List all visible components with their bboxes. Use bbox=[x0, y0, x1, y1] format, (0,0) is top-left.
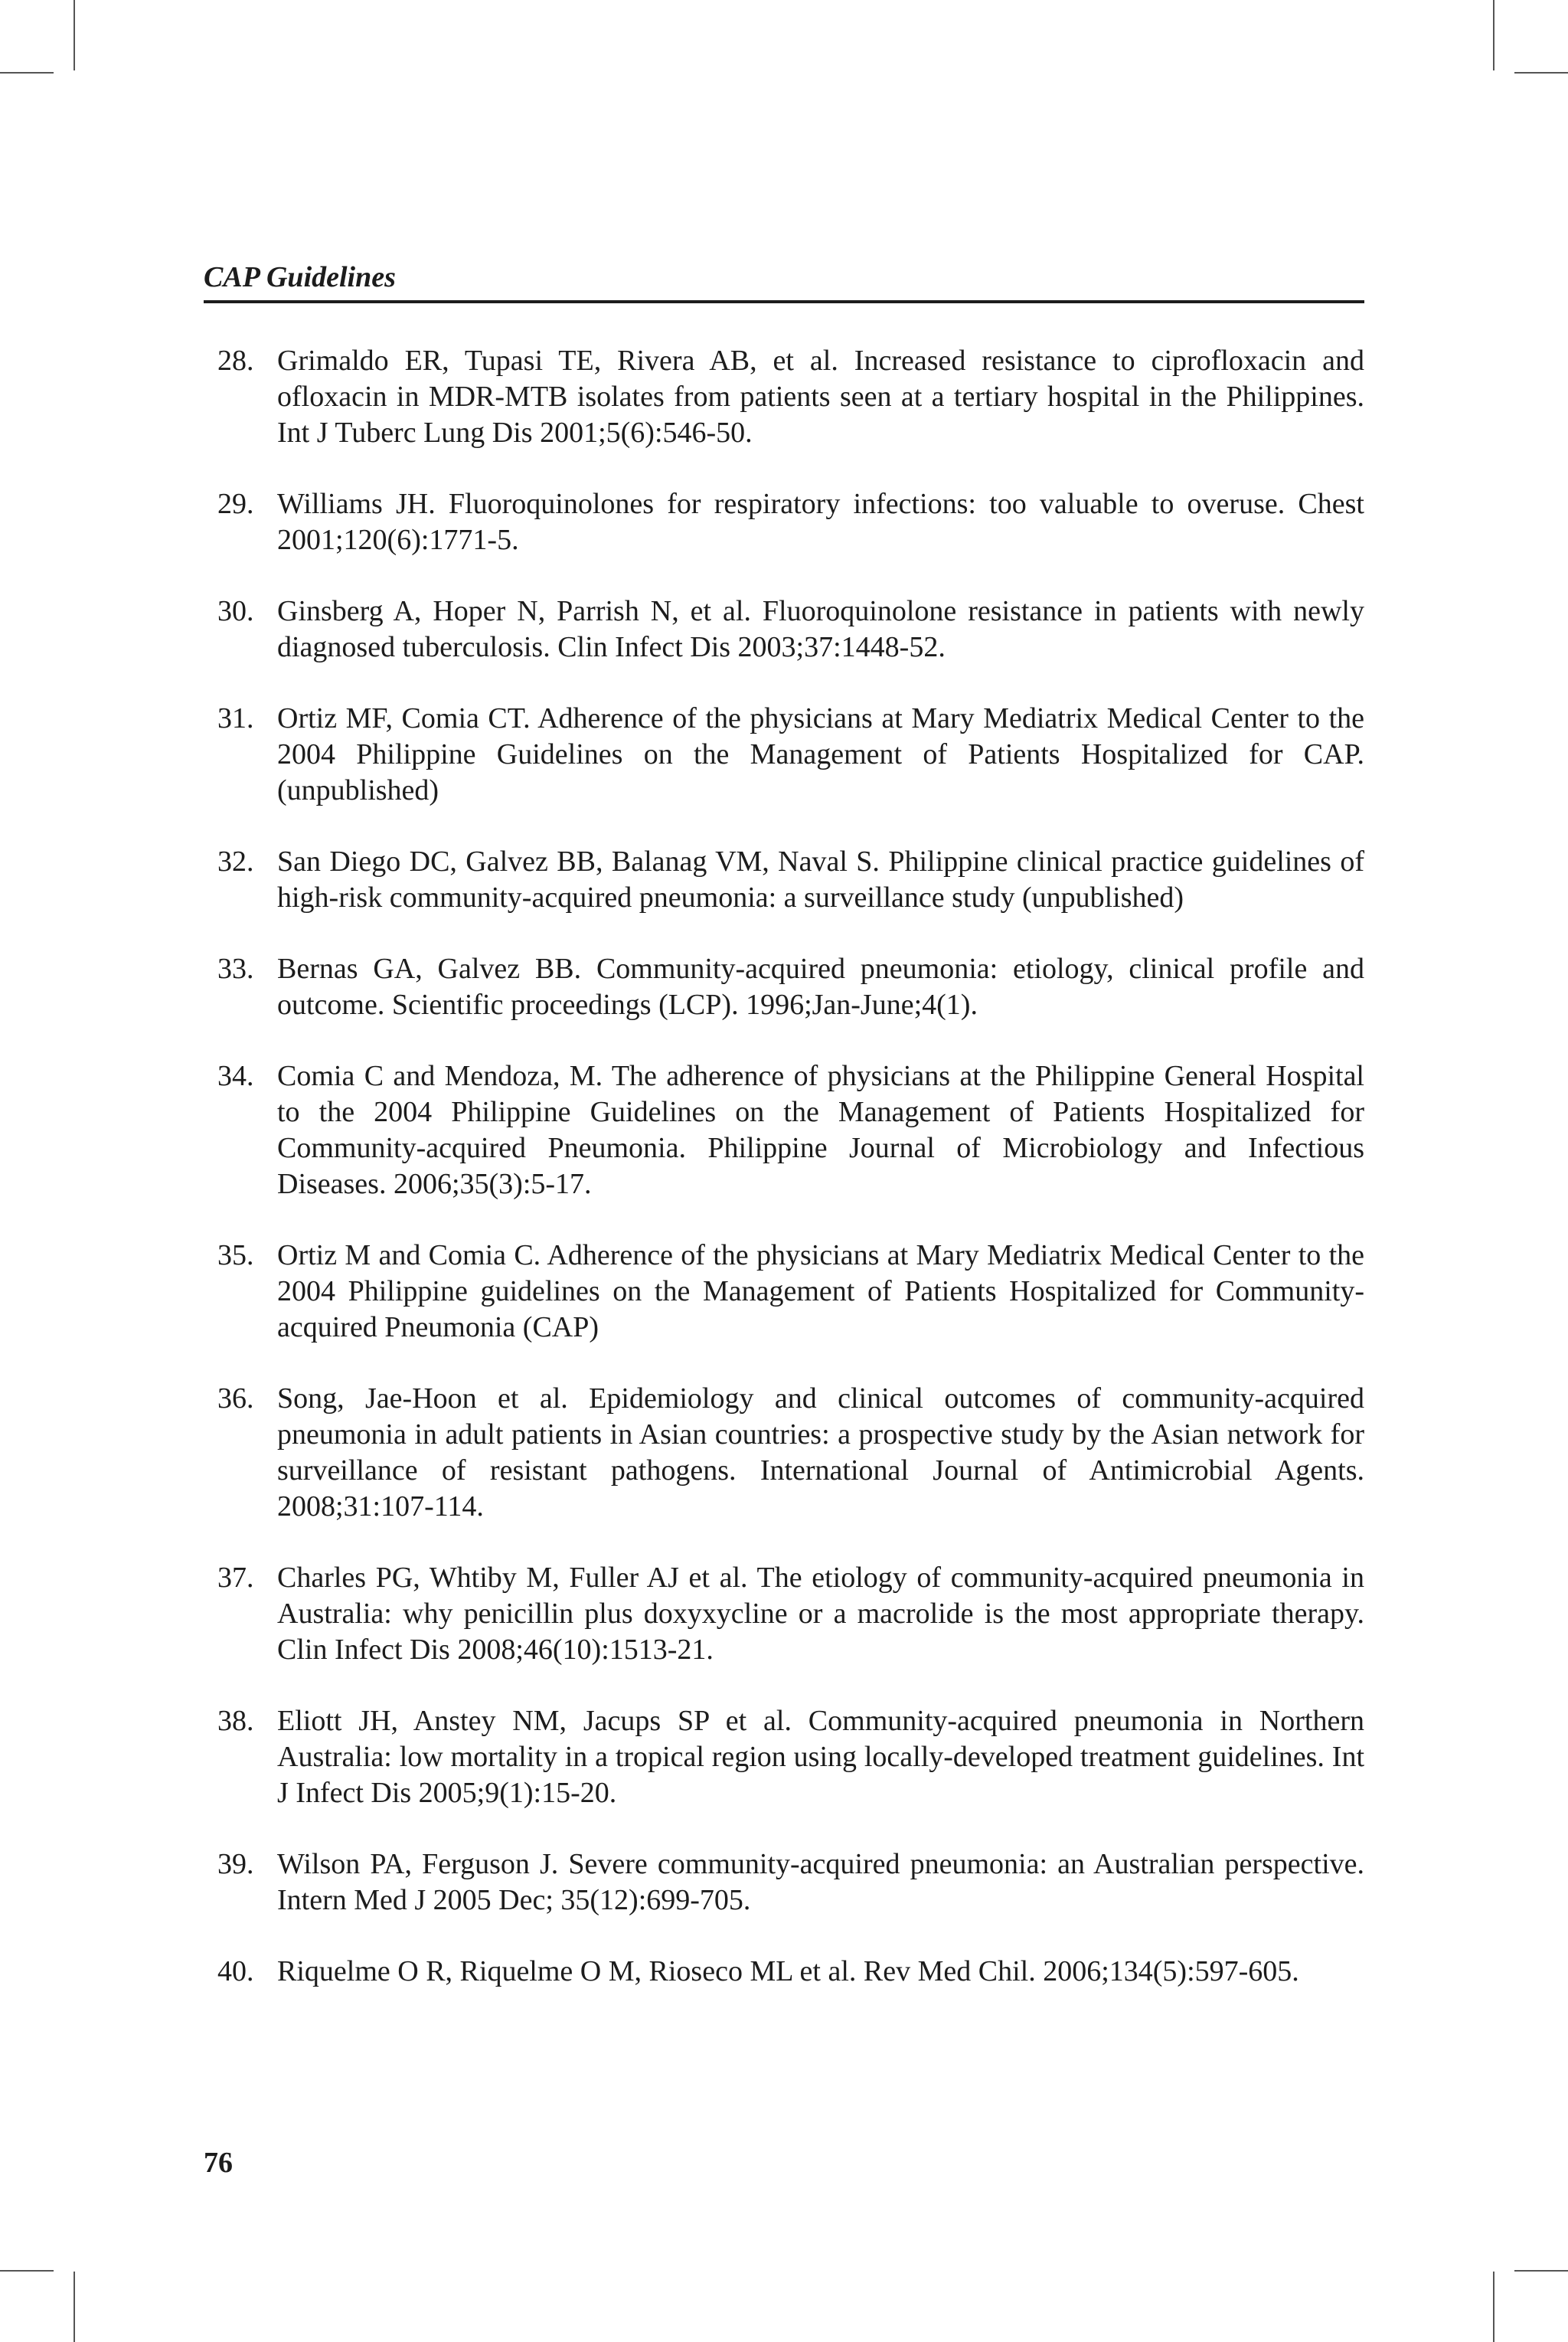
crop-mark-bottom-left bbox=[74, 2272, 75, 2342]
reference-item bbox=[204, 1703, 1364, 1811]
reference-item bbox=[204, 1560, 1364, 1668]
crop-mark-top-left bbox=[74, 0, 75, 70]
reference-number: 28. bbox=[217, 345, 254, 377]
reference-text: Ginsberg A, Hoper N, Parrish N, et al. Fluoroquinolone resistance in patients with newly diagnosed tuberculosis. Clin Infect Dis 2003;37:1448-52. bbox=[277, 595, 1364, 663]
reference-text: Ortiz MF, Comia CT. Adherence of the physicians at Mary Mediatrix Medical Center to the 2004 Philippine Guidelines on the Management of Patients Hospitalized for CAP. (unpublished) bbox=[277, 702, 1364, 806]
header-rule bbox=[204, 300, 1364, 303]
reference-item bbox=[204, 1381, 1364, 1525]
reference-text: Riquelme O R, Riquelme O M, Rioseco ML et al. Rev Med Chil. 2006;134(5):597-605. bbox=[277, 1955, 1299, 1987]
reference-item bbox=[204, 844, 1364, 916]
reference-text: Comia C and Mendoza, M. The adherence of physicians at the Philippine General Hospital to the 2004 Philippine Guidelines on the Management of Patients Hospitalized for Community-acquired Pneumonia. Philippine Journal of Microbiology and Infectious Diseases. 2006;35(3):5-17. bbox=[277, 1060, 1364, 1200]
reference-item bbox=[204, 343, 1364, 451]
crop-mark-bottom-left-horizontal bbox=[0, 2270, 54, 2272]
reference-number: 39. bbox=[217, 1848, 254, 1880]
reference-item bbox=[204, 594, 1364, 666]
reference-text: Williams JH. Fluoroquinolones for respiratory infections: too valuable to overuse. Chest 2001;120(6):1771-5. bbox=[277, 488, 1364, 556]
crop-mark-top-right bbox=[1493, 0, 1494, 70]
crop-mark-bottom-right-horizontal bbox=[1514, 2270, 1568, 2272]
reference-item bbox=[204, 1846, 1364, 1918]
reference-number: 37. bbox=[217, 1562, 254, 1594]
reference-number: 29. bbox=[217, 488, 254, 520]
reference-text: Bernas GA, Galvez BB. Community-acquired pneumonia: etiology, clinical profile and outcome. Scientific proceedings (LCP). 1996;Jan-June;4(1). bbox=[277, 953, 1364, 1021]
crop-mark-top-left-horizontal bbox=[0, 72, 54, 74]
reference-number: 30. bbox=[217, 595, 254, 627]
reference-number: 36. bbox=[217, 1382, 254, 1415]
reference-number: 38. bbox=[217, 1705, 254, 1737]
running-header: CAP Guidelines bbox=[204, 261, 396, 293]
reference-text: Song, Jae-Hoon et al. Epidemiology and clinical outcomes of community-acquired pneumonia in adult patients in Asian countries: a prospective study by the Asian network for surveillance of resistant pathogens. International Journal of Antimicrobial Agents. 2008;31:107-114. bbox=[277, 1382, 1364, 1523]
reference-number: 32. bbox=[217, 846, 254, 878]
reference-item bbox=[204, 701, 1364, 809]
reference-text: Grimaldo ER, Tupasi TE, Rivera AB, et al. Increased resistance to ciprofloxacin and ofloxacin in MDR-MTB isolates from patients seen at a tertiary hospital in the Philippines. Int J Tuberc Lung Dis 2001;5(6):546-50. bbox=[277, 345, 1364, 449]
reference-text: Eliott JH, Anstey NM, Jacups SP et al. Community-acquired pneumonia in Northern Australia: low mortality in a tropical region using locally-developed treatment guidelines. Int J Infect Dis 2005;9(1):15-20. bbox=[277, 1705, 1364, 1809]
reference-item bbox=[204, 951, 1364, 1023]
crop-mark-bottom-right bbox=[1493, 2272, 1494, 2342]
reference-item bbox=[204, 1058, 1364, 1202]
reference-item bbox=[204, 486, 1364, 558]
reference-text: Ortiz M and Comia C. Adherence of the physicians at Mary Mediatrix Medical Center to the 2004 Philippine guidelines on the Management of Patients Hospitalized for Community-acquired Pneumonia (CAP) bbox=[277, 1239, 1364, 1343]
reference-item bbox=[204, 1238, 1364, 1346]
reference-item bbox=[204, 1954, 1364, 1990]
page-number: 76 bbox=[204, 2147, 233, 2179]
reference-number: 35. bbox=[217, 1239, 254, 1271]
reference-list bbox=[204, 343, 1364, 2025]
reference-number: 34. bbox=[217, 1060, 254, 1092]
reference-text: San Diego DC, Galvez BB, Balanag VM, Naval S. Philippine clinical practice guidelines of high-risk community-acquired pneumonia: a surveillance study (unpublished) bbox=[277, 846, 1364, 914]
reference-number: 40. bbox=[217, 1955, 254, 1987]
reference-number: 33. bbox=[217, 953, 254, 985]
reference-text: Wilson PA, Ferguson J. Severe community-acquired pneumonia: an Australian perspective. Intern Med J 2005 Dec; 35(12):699-705. bbox=[277, 1848, 1364, 1916]
reference-text: Charles PG, Whtiby M, Fuller AJ et al. The etiology of community-acquired pneumonia in Australia: why penicillin plus doxyxycline or a macrolide is the most appropriate therapy. Clin Infect Dis 2008;46(10):1513-21. bbox=[277, 1562, 1364, 1666]
reference-number: 31. bbox=[217, 702, 254, 734]
crop-mark-top-right-horizontal bbox=[1514, 72, 1568, 74]
